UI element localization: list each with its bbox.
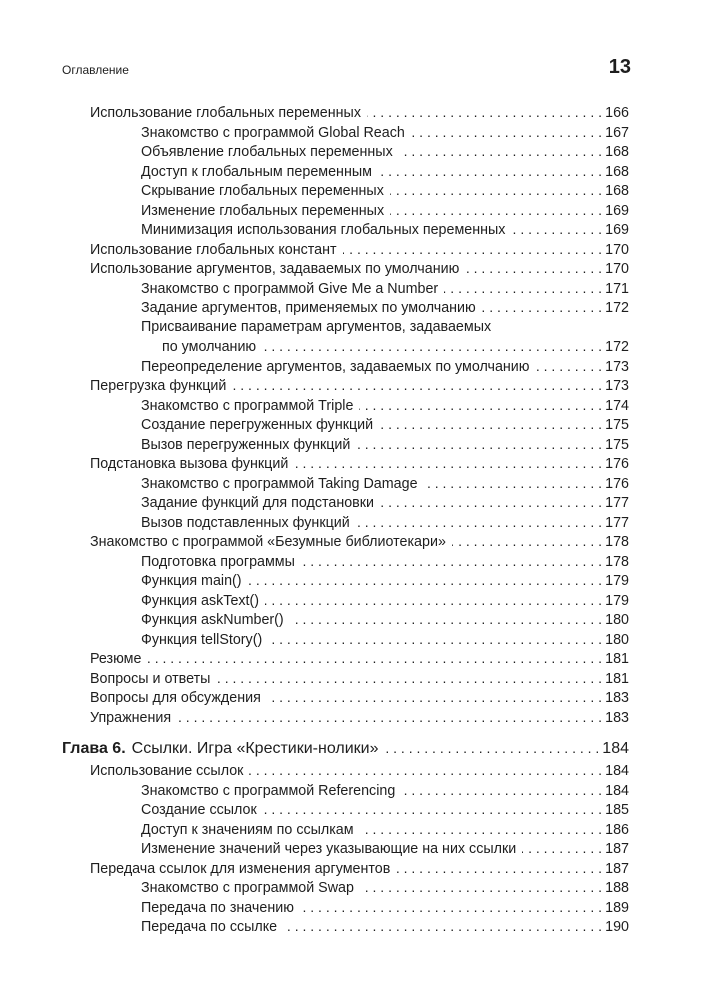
toc-entry-page: 184 (602, 740, 629, 757)
dot-leader (401, 781, 602, 802)
toc-entry (90, 610, 629, 630)
toc-entry-page: 183 (605, 709, 629, 726)
toc-entry-page: 181 (605, 651, 629, 667)
dot-leader (452, 532, 602, 553)
toc-entry-title: Перегрузка функций (90, 378, 227, 394)
toc-entry-page: 188 (605, 880, 629, 896)
toc-entry-page: 190 (605, 919, 629, 935)
toc-entry (90, 103, 629, 123)
toc-entry-title: Задание аргументов, применяемых по умолчанию (141, 300, 476, 316)
dot-leader (262, 337, 602, 358)
toc-entry-title: Использование глобальных констант (90, 241, 337, 258)
toc-entry-title: Знакомство с программой Global Reach (141, 124, 405, 141)
toc-entry-title: Задание функций для подстановки (141, 495, 375, 511)
toc-entry (90, 649, 629, 669)
dot-leader (390, 181, 602, 202)
toc-entry-title: Функция tellStory() (141, 631, 263, 648)
toc-entry (90, 123, 629, 143)
dot-leader (522, 839, 602, 860)
dot-leader (380, 493, 602, 514)
toc-entry (90, 630, 629, 650)
dot-leader (511, 220, 602, 241)
toc-entry-title: Функция askText() (141, 592, 260, 609)
dot-leader (343, 240, 602, 261)
toc-entry-page: 175 (605, 436, 629, 453)
toc-entry-line (90, 318, 629, 338)
toc-entry-title-continued: по умолчанию (162, 339, 257, 355)
toc-entry-title: Вопросы для обсуждения (90, 690, 261, 706)
dot-leader (367, 103, 602, 124)
toc-entry (90, 454, 629, 474)
toc-entry-page: 181 (605, 670, 629, 687)
toc-entry-title: Знакомство с программой Swap (141, 880, 354, 896)
toc-entry (90, 820, 629, 840)
toc-entry (90, 396, 629, 416)
toc-entry-page: 189 (605, 899, 629, 916)
toc-entry (90, 493, 629, 513)
toc-entry (90, 800, 629, 820)
dot-leader (424, 474, 602, 495)
dot-leader (283, 917, 602, 938)
toc-entry-page: 172 (605, 300, 629, 316)
toc-entry-page: 184 (605, 763, 629, 779)
toc-entry-page: 187 (605, 860, 629, 877)
toc-entry-page: 187 (605, 841, 629, 857)
toc-entry (90, 532, 629, 552)
toc-entry-page: 175 (605, 417, 629, 433)
dot-leader (301, 552, 602, 573)
toc-entry-title: Упражнения (90, 709, 172, 726)
dot-leader (536, 357, 602, 378)
toc-entry-title: Передача по значению (141, 899, 294, 916)
toc-entry-title: Знакомство с программой Give Me a Number (141, 280, 439, 297)
toc-entry (90, 240, 629, 260)
dot-leader (465, 259, 602, 280)
dot-leader (411, 123, 602, 144)
dot-leader (263, 800, 602, 821)
toc-entry (90, 376, 629, 396)
toc-entry (90, 474, 629, 494)
toc-entry-title: Знакомство с программой Referencing (141, 782, 396, 799)
toc-entry-title: Использование ссылок (90, 763, 244, 779)
toc-entry (90, 552, 629, 572)
toc-entry-page: 173 (605, 378, 629, 394)
toc-entry-page: 176 (605, 475, 629, 492)
dot-leader (356, 435, 602, 456)
toc-entry (90, 357, 629, 377)
toc-entry-page: 166 (605, 105, 629, 121)
dot-leader (396, 859, 602, 880)
toc-entry-page: 172 (605, 339, 629, 355)
toc-entry-page: 177 (605, 495, 629, 511)
toc-entry-title: Присваивание параметрам аргументов, задаваемых (141, 318, 492, 335)
dot-leader (177, 708, 602, 729)
toc-entry-page: 179 (605, 573, 629, 589)
dot-leader (359, 396, 602, 417)
dot-leader (265, 591, 602, 612)
dot-leader (290, 610, 602, 631)
dot-leader (268, 630, 602, 651)
toc-entry-title: Подстановка вызова функций (90, 456, 289, 472)
toc-entry-title: Знакомство с программой «Безумные библиотекари» (90, 534, 446, 550)
toc-entry-title: Знакомство с программой Triple (141, 397, 354, 414)
dot-leader (360, 820, 602, 841)
toc-entry-title: Функция main() (141, 573, 242, 589)
toc-entry-page: 171 (605, 280, 629, 297)
toc-entry (90, 878, 629, 898)
toc-entry (90, 781, 629, 801)
toc-entry-title: Создание ссылок (141, 802, 257, 818)
toc-entry-title: Изменение глобальных переменных (141, 202, 385, 219)
dot-leader (360, 878, 602, 899)
toc-entry-page: 170 (605, 261, 629, 277)
dot-leader (482, 298, 602, 319)
toc-entry-title: Минимизация использования глобальных переменных (141, 222, 506, 238)
dot-leader (356, 513, 602, 534)
running-head-title: Оглавление (62, 63, 129, 77)
toc-entry (90, 591, 629, 611)
toc-entry (90, 220, 629, 240)
toc-entry-title: Функция askNumber() (141, 612, 284, 628)
toc-entry (90, 201, 629, 221)
dot-leader (248, 571, 602, 592)
toc-entry-page: 169 (605, 222, 629, 238)
toc-entry (90, 571, 629, 591)
toc-entry-page: 186 (605, 821, 629, 838)
dot-leader (147, 649, 602, 670)
toc-entry (90, 898, 629, 918)
toc-entry-title: Изменение значений через указывающие на них ссылки (141, 841, 517, 857)
toc-entry-page: 168 (605, 183, 629, 199)
toc-entry-title: Знакомство с программой Taking Damage (141, 475, 418, 492)
dot-leader (249, 761, 602, 782)
dot-leader (216, 669, 602, 690)
toc-entry (90, 917, 629, 937)
toc-entry-page: 180 (605, 631, 629, 648)
page-number: 13 (608, 56, 631, 78)
toc-entry-title: Скрывание глобальных переменных (141, 183, 384, 199)
toc-entry-page: 177 (605, 514, 629, 531)
toc-entry-title: Передача ссылок для изменения аргументов (90, 860, 391, 877)
dot-leader (444, 279, 602, 300)
dot-leader (294, 454, 602, 475)
toc-entry-page: 178 (605, 553, 629, 570)
toc-entry-page: 168 (605, 163, 629, 180)
chapter-number: Глава 6. (62, 740, 126, 757)
toc-entry-title: Вызов подставленных функций (141, 514, 350, 531)
dot-leader (232, 376, 602, 397)
toc-entry-page: 180 (605, 612, 629, 628)
dot-leader (379, 415, 602, 436)
toc-entry (90, 142, 629, 162)
dot-leader (300, 898, 602, 919)
toc-entry-title: Доступ к глобальным переменным (141, 163, 372, 180)
toc-entry-title: Создание перегруженных функций (141, 417, 374, 433)
toc-entry-title: Использование аргументов, задаваемых по умолчанию (90, 261, 460, 277)
toc-entry-page: 185 (605, 802, 629, 818)
toc-entry-page: 168 (605, 144, 629, 160)
toc-entry (90, 298, 629, 318)
toc-entry-title: Вызов перегруженных функций (141, 436, 351, 453)
toc-entry-page: 167 (605, 124, 629, 141)
toc-entry-page: 173 (605, 358, 629, 375)
toc-entry (90, 839, 629, 859)
dot-leader (378, 162, 602, 183)
toc-entry-title: Резюме (90, 651, 142, 667)
toc-entry (90, 415, 629, 435)
toc-entry-title: Подготовка программы (141, 553, 295, 570)
toc-chapter-entry (62, 737, 629, 760)
toc-entry-title: Объявление глобальных переменных (141, 144, 393, 160)
toc-entry-title: Вопросы и ответы (90, 670, 211, 687)
toc-entry (90, 279, 629, 299)
toc-entry-page: 176 (605, 456, 629, 472)
toc-entry (90, 669, 629, 689)
toc-entry (90, 859, 629, 879)
toc-entry (90, 435, 629, 455)
table-of-contents (62, 103, 629, 937)
toc-entry-page: 174 (605, 397, 629, 414)
toc-entry (90, 162, 629, 182)
toc-entry-title: Использование глобальных переменных (90, 105, 361, 121)
toc-entry (90, 761, 629, 781)
toc-entry-title: Переопределение аргументов, задаваемых по умолчанию (141, 358, 530, 375)
toc-entry-title: Ссылки. Игра «Крестики-нолики» (131, 740, 379, 757)
toc-entry-title: Передача по ссылке (141, 919, 278, 935)
toc-entry (90, 337, 629, 357)
toc-entry (90, 181, 629, 201)
toc-entry-title: Доступ к значениям по ссылкам (141, 821, 354, 838)
dot-leader (399, 142, 602, 163)
toc-entry-page: 183 (605, 690, 629, 706)
toc-entry-page: 184 (605, 782, 629, 799)
toc-entry-page: 170 (605, 241, 629, 258)
toc-entry (90, 708, 629, 728)
dot-leader (385, 737, 600, 760)
dot-leader (267, 688, 602, 709)
toc-entry (90, 688, 629, 708)
toc-entry (90, 513, 629, 533)
toc-entry-page: 179 (605, 592, 629, 609)
toc-entry-page: 178 (605, 534, 629, 550)
dot-leader (390, 201, 602, 222)
toc-entry-page: 169 (605, 202, 629, 219)
toc-entry (90, 259, 629, 279)
